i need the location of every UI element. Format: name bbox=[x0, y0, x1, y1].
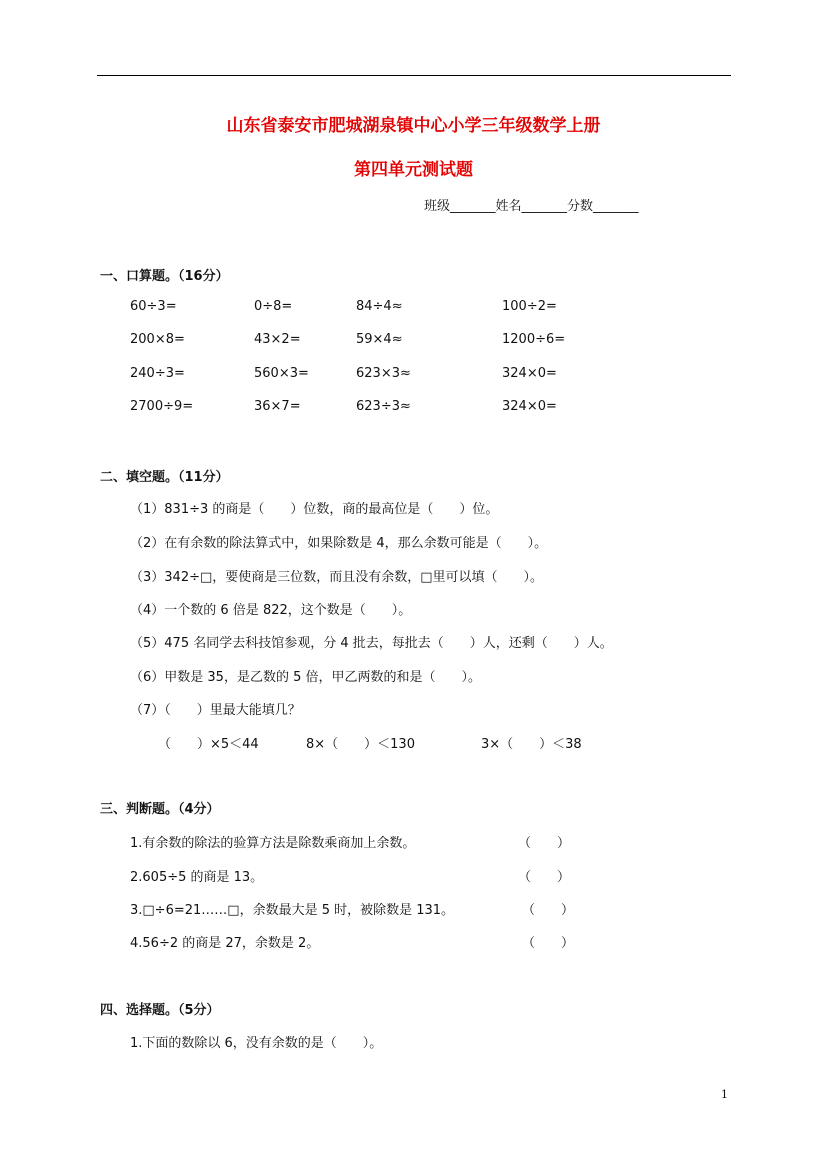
section-heading-multiple-choice: 四、选择题。（5分） bbox=[100, 1003, 220, 1018]
document-subtitle: 第四单元测试题 bbox=[354, 160, 473, 180]
fill-blank-item: （5）475 名同学去科技馆参观，分 4 批去，每批去（ ）人，还剩（ ）人。 bbox=[130, 636, 613, 651]
answer-box: （ ） bbox=[518, 870, 571, 885]
document-title: 山东省泰安市肥城湖泉镇中心小学三年级数学上册 bbox=[226, 116, 601, 136]
fill-blank-item: （3）342÷□，要使商是三位数，而且没有余数，□里可以填（ ）。 bbox=[130, 570, 544, 585]
section-heading-fill-in-blanks: 二、填空题。（11分） bbox=[100, 470, 229, 485]
fill-blank-item: （2）在有余数的除法算式中，如果除数是 4，那么余数可能是（ ）。 bbox=[130, 536, 548, 551]
section-heading-true-false: 三、判断题。（4分） bbox=[100, 802, 220, 817]
calc-item: 36×7= bbox=[254, 399, 301, 414]
choice-item: 1.下面的数除以 6，没有余数的是（ ）。 bbox=[130, 1036, 383, 1051]
page-number: 1 bbox=[721, 1088, 728, 1101]
fill-blank-item: （4）一个数的 6 倍是 822，这个数是（ ）。 bbox=[130, 603, 412, 618]
calc-item: 2700÷9= bbox=[130, 399, 194, 414]
answer-box: （ ） bbox=[518, 836, 571, 851]
calc-item: 623÷3≈ bbox=[356, 399, 411, 414]
calc-item: 43×2= bbox=[254, 332, 301, 347]
judgment-item: 4.56÷2 的商是 27，余数是 2。 bbox=[130, 936, 320, 951]
inequality-item: 8×（ ）＜130 bbox=[306, 737, 415, 752]
calc-item: 240÷3= bbox=[130, 366, 185, 381]
inequality-item: （ ）×5＜44 bbox=[158, 737, 259, 752]
calc-item: 1200÷6= bbox=[502, 332, 566, 347]
judgment-item: 1.有余数的除法的验算方法是除数乘商加上余数。 bbox=[130, 836, 416, 851]
calc-item: 100÷2= bbox=[502, 299, 557, 314]
judgment-item: 3.□÷6=21……□，余数最大是 5 时，被除数是 131。 bbox=[130, 903, 455, 918]
calc-item: 59×4≈ bbox=[356, 332, 403, 347]
calc-item: 623×3≈ bbox=[356, 366, 411, 381]
student-info-line: 班级_______姓名_______分数_______ bbox=[424, 199, 639, 214]
calc-item: 0÷8= bbox=[254, 299, 293, 314]
fill-blank-item: （1）831÷3 的商是（ ）位数，商的最高位是（ ）位。 bbox=[130, 502, 499, 517]
calc-item: 560×3= bbox=[254, 366, 309, 381]
calc-item: 200×8= bbox=[130, 332, 185, 347]
inequality-item: 3×（ ）＜38 bbox=[481, 737, 582, 752]
judgment-item: 2.605÷5 的商是 13。 bbox=[130, 870, 264, 885]
calc-item: 324×0= bbox=[502, 399, 557, 414]
answer-box: （ ） bbox=[522, 903, 575, 918]
calc-item: 84÷4≈ bbox=[356, 299, 403, 314]
calc-item: 60÷3= bbox=[130, 299, 177, 314]
fill-blank-item: （7）（ ）里最大能填几？ bbox=[130, 703, 301, 718]
fill-blank-item: （6）甲数是 35，是乙数的 5 倍，甲乙两数的和是（ ）。 bbox=[130, 670, 481, 685]
top-rule bbox=[97, 75, 731, 76]
answer-box: （ ） bbox=[522, 936, 575, 951]
calc-item: 324×0= bbox=[502, 366, 557, 381]
section-heading-oral-calculation: 一、口算题。（16分） bbox=[100, 269, 229, 284]
